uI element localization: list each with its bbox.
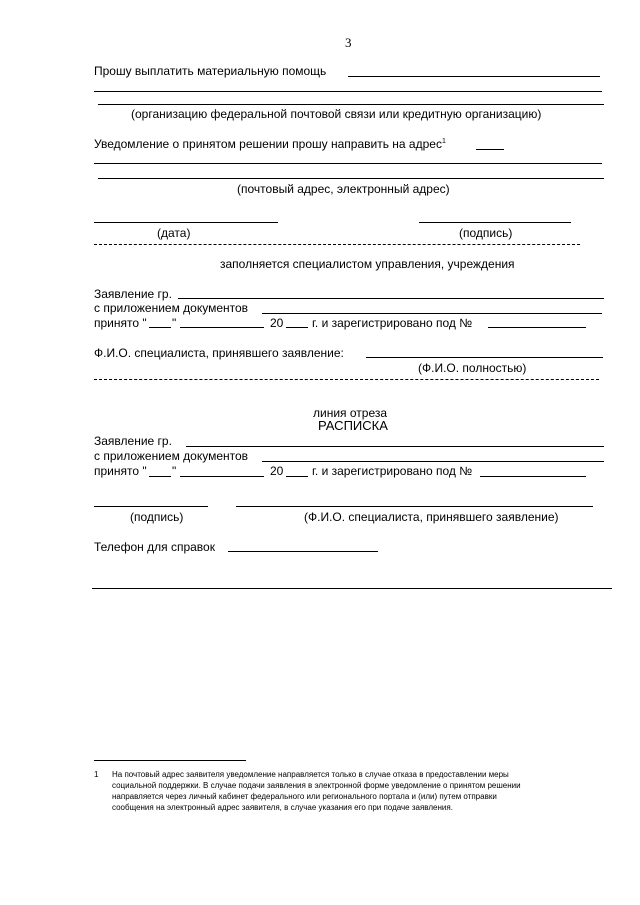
receipt-accepted-prefix: принято "	[94, 464, 147, 478]
accepted-month-field[interactable]	[180, 327, 264, 328]
footnote-line: сообщения на электронный адрес заявителя, в случае указания его при подаче заявления.	[112, 803, 453, 812]
registration-number-field[interactable]	[488, 327, 586, 328]
signature-field[interactable]	[419, 222, 571, 223]
phone-field[interactable]	[228, 551, 378, 552]
receipt-applicant-name-field[interactable]	[186, 446, 604, 447]
registered-text: г. и зарегистрировано под №	[312, 316, 473, 330]
payment-recipient-field-line-2[interactable]	[94, 91, 602, 92]
payment-recipient-field-line-3[interactable]	[98, 104, 604, 105]
date-field[interactable]	[94, 222, 278, 223]
page-number: 3	[345, 35, 352, 50]
receipt-accepted-quote-close: "	[172, 464, 177, 478]
section-divider-1	[94, 244, 580, 245]
receipt-registration-number-field[interactable]	[480, 476, 586, 477]
year-prefix: 20	[270, 316, 284, 330]
accepted-day-field[interactable]	[149, 327, 171, 328]
phone-label: Телефон для справок	[94, 540, 215, 554]
receipt-attachments-label: с приложением документов	[94, 449, 249, 463]
receipt-specialist-name-field[interactable]	[236, 506, 593, 507]
specialist-section-heading: заполняется специалистом управления, учреждения	[220, 257, 515, 271]
footnote-line: социальной поддержки. В случае подачи заявления в электронной форме уведомление о принятом решении	[112, 781, 521, 790]
receipt-accepted-month-field[interactable]	[180, 476, 264, 477]
accepted-year-field[interactable]	[286, 327, 308, 328]
receipt-year-prefix: 20	[270, 464, 284, 478]
notification-label: Уведомление о принятом решении прошу направить на адрес$^1$	[94, 137, 446, 151]
org-caption: (организацию федеральной почтовой связи или кредитную организацию)	[131, 107, 542, 121]
receipt-registered-text: г. и зарегистрировано под №	[312, 464, 473, 478]
payment-request-label: Прошу выплатить материальную помощь	[94, 64, 327, 78]
accepted-prefix: принято "	[94, 316, 147, 330]
receipt-title: РАСПИСКА	[318, 418, 388, 433]
notification-address-field-line-2[interactable]	[94, 163, 602, 164]
footnote-line: направляется через личный кабинет федерального или регионального портала и (или) путем отправки	[112, 792, 497, 801]
receipt-specialist-caption: (Ф.И.О. специалиста, принявшего заявление)	[304, 510, 559, 524]
payment-recipient-field[interactable]	[348, 76, 600, 77]
receipt-attachments-field[interactable]	[262, 461, 604, 462]
attachments-field[interactable]	[262, 313, 602, 314]
notification-address-field-line-3[interactable]	[98, 178, 604, 179]
cut-line-divider	[94, 379, 599, 380]
address-caption: (почтовый адрес, электронный адрес)	[237, 182, 450, 196]
specialist-label: Ф.И.О. специалиста, принявшего заявление:	[94, 346, 344, 360]
application-label: Заявление гр.	[94, 287, 172, 301]
receipt-accepted-day-field[interactable]	[149, 476, 171, 477]
applicant-name-field[interactable]	[178, 298, 604, 299]
receipt-signature-field[interactable]	[94, 506, 208, 507]
cut-line-label: линия отреза	[313, 406, 388, 420]
attachments-label: с приложением документов	[94, 301, 249, 315]
footnote-line: На почтовый адрес заявителя уведомление направляется только в случае отказа в предоставлении меры	[112, 770, 509, 779]
receipt-bottom-rule	[92, 588, 612, 589]
footnote-number: 1	[94, 770, 99, 779]
accepted-quote-close: "	[172, 316, 177, 330]
specialist-name-field[interactable]	[366, 357, 603, 358]
receipt-accepted-year-field[interactable]	[286, 476, 308, 477]
footnote-mark: 1	[441, 138, 446, 145]
fullname-caption: (Ф.И.О. полностью)	[418, 361, 527, 375]
footnote-separator	[94, 760, 246, 761]
receipt-application-label: Заявление гр.	[94, 434, 172, 448]
signature-caption: (подпись)	[459, 226, 513, 240]
receipt-signature-caption: (подпись)	[130, 510, 184, 524]
notification-address-field[interactable]	[476, 149, 504, 150]
date-caption: (дата)	[157, 226, 191, 240]
